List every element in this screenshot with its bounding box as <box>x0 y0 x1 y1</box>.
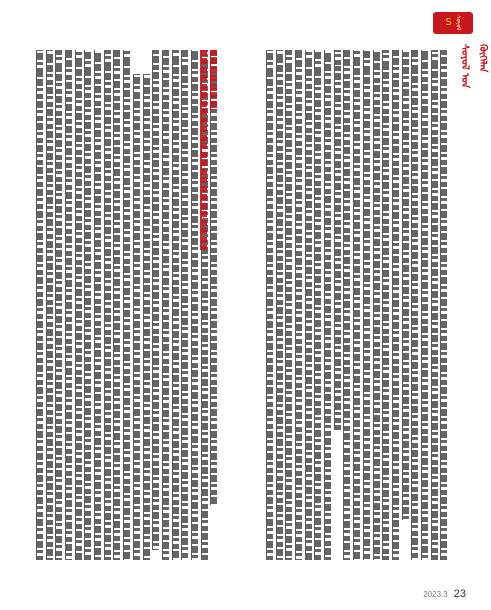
left-column-body <box>36 50 220 560</box>
page-number: 23 <box>453 588 466 600</box>
subheading <box>200 50 214 140</box>
section-tab-label: ᠰᠣᠶᠣᠯ <box>454 15 462 31</box>
page-footer <box>423 588 466 600</box>
issue-date: 2023.3 <box>423 590 448 599</box>
section-tab-mark: S <box>445 17 452 28</box>
section-title: ᠰᠣᠶᠣᠯ ᠤᠨ ᠬᠥᠬᠡᠯᠡᠨ <box>459 44 488 89</box>
section-tab <box>433 12 473 34</box>
right-column-body <box>266 50 450 560</box>
